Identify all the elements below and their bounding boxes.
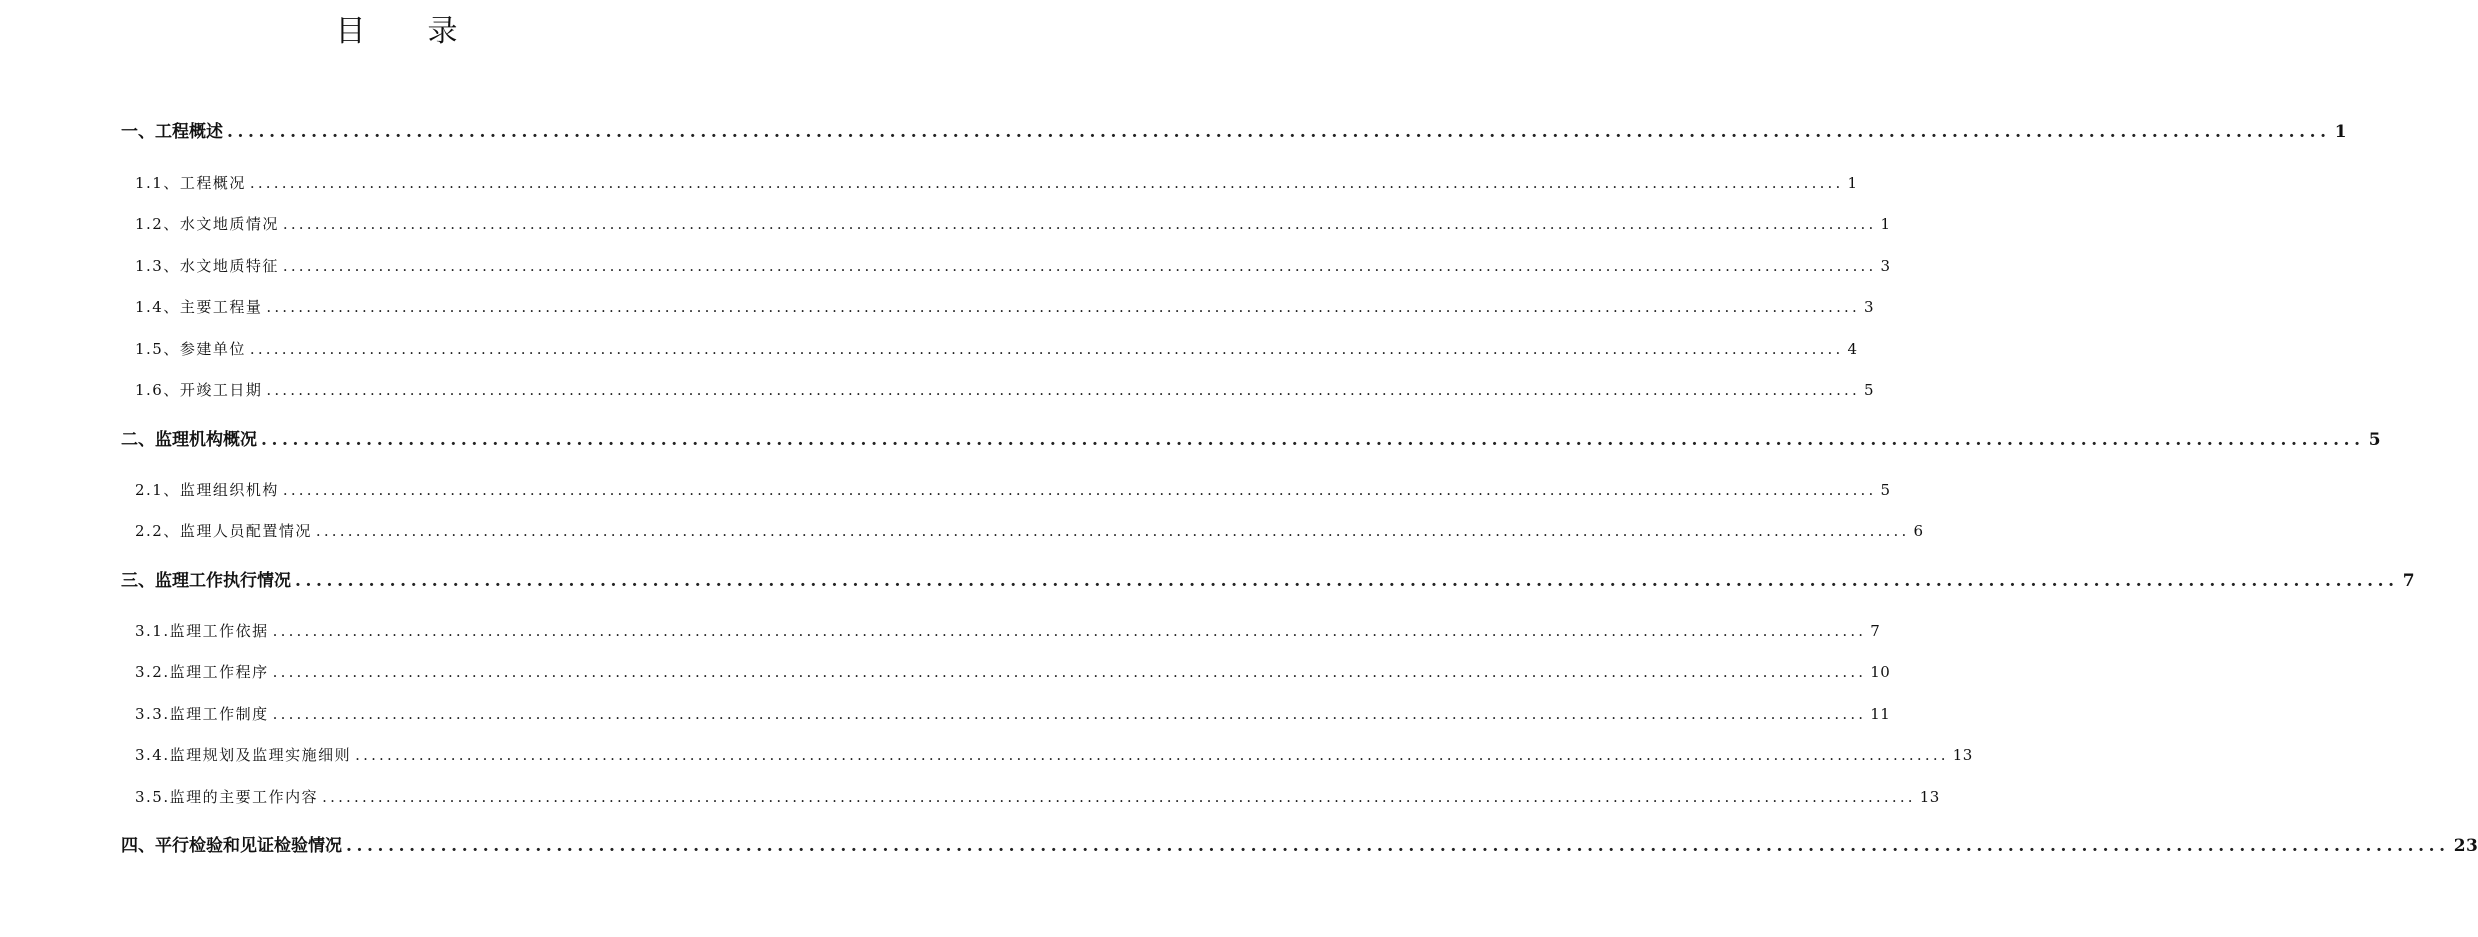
toc-dot-leader: ........................................................................................................................................................................................................ xyxy=(355,746,1949,764)
toc-entry-number: 3.3. xyxy=(135,705,170,723)
toc-page-number: 6 xyxy=(1913,522,1924,540)
toc-page-number: 11 xyxy=(1870,705,1891,723)
toc-entry-label: 监理工作依据 xyxy=(169,622,269,640)
toc-section-entry[interactable] xyxy=(135,519,1924,543)
toc-entry-label: 开竣工日期 xyxy=(179,381,263,399)
toc-entry-label: 监理规划及监理实施细则 xyxy=(169,746,352,764)
toc-entry-label: 工程概述 xyxy=(155,122,223,142)
toc-section-entry[interactable] xyxy=(135,337,1858,361)
toc-chapter-entry[interactable] xyxy=(121,569,2416,593)
toc-page-number: 23 xyxy=(2453,836,2478,856)
toc-chapter-entry[interactable] xyxy=(121,834,2478,858)
toc-section-entry[interactable] xyxy=(135,378,1875,402)
toc-entry-label: 监理工作制度 xyxy=(169,705,269,723)
toc-entry-number: 1.4、 xyxy=(135,298,180,316)
toc-entry-number: 1.2、 xyxy=(135,215,180,233)
toc-dot-leader: ........................................................................................................................................................................................................ xyxy=(227,122,2331,142)
toc-entry-label: 工程概况 xyxy=(179,174,246,192)
toc-entry-label: 参建单位 xyxy=(179,340,246,358)
toc-page-number: 1 xyxy=(2334,122,2348,142)
toc-dot-leader: ........................................................................................................................................................................................................ xyxy=(272,622,1867,640)
toc-entry-label: 监理组织机构 xyxy=(179,481,279,499)
toc-entry-label: 主要工程量 xyxy=(179,298,263,316)
toc-entry-number: 3.4. xyxy=(135,746,170,764)
toc-entry-number: 1.5、 xyxy=(135,340,180,358)
toc-dot-leader: ........................................................................................................................................................................................................ xyxy=(315,522,1910,540)
toc-entry-number: 1.6、 xyxy=(135,381,180,399)
toc-page-number: 1 xyxy=(1847,174,1858,192)
toc-entry-number: 1.1、 xyxy=(135,174,180,192)
toc-dot-leader: ........................................................................................................................................................................................................ xyxy=(249,174,1844,192)
toc-dot-leader: ........................................................................................................................................................................................................ xyxy=(249,340,1844,358)
toc-dot-leader: ........................................................................................................................................................................................................ xyxy=(282,481,1877,499)
toc-dot-leader: ........................................................................................................................................................................................................ xyxy=(282,257,1877,275)
toc-entry-number: 二、 xyxy=(121,430,155,450)
title-char-1: 目 xyxy=(335,14,366,49)
toc-entry-number: 3.5. xyxy=(135,788,170,806)
toc-page-number: 4 xyxy=(1847,340,1858,358)
toc-entry-number: 1.3、 xyxy=(135,257,180,275)
toc-entry-label: 水文地质情况 xyxy=(179,215,279,233)
toc-page-number: 7 xyxy=(2402,571,2416,591)
toc-entry-number: 3.2. xyxy=(135,663,170,681)
toc-section-entry[interactable] xyxy=(135,660,1891,684)
toc-entry-number: 一、 xyxy=(121,122,155,142)
toc-dot-leader: ........................................................................................................................................................................................................ xyxy=(346,836,2450,856)
toc-section-entry[interactable] xyxy=(135,171,1858,195)
toc-section-entry[interactable] xyxy=(135,785,1940,809)
toc-entry-number: 2.2、 xyxy=(135,522,180,540)
toc-page-number: 13 xyxy=(1952,746,1973,764)
toc-entry-label: 监理机构概况 xyxy=(155,430,257,450)
toc-entry-label: 平行检验和见证检验情况 xyxy=(155,836,342,856)
toc-entry-number: 3.1. xyxy=(135,622,170,640)
toc-page-number: 13 xyxy=(1919,788,1940,806)
toc-chapter-entry[interactable] xyxy=(121,120,2348,144)
toc-page-number: 5 xyxy=(2368,430,2382,450)
toc-dot-leader: ........................................................................................................................................................................................................ xyxy=(266,298,1860,316)
toc-entry-label: 监理人员配置情况 xyxy=(179,522,312,540)
toc-section-entry[interactable] xyxy=(135,254,1891,278)
toc-dot-leader: ........................................................................................................................................................................................................ xyxy=(261,430,2365,450)
toc-page-number: 7 xyxy=(1870,622,1881,640)
toc-page-number: 5 xyxy=(1864,381,1875,399)
toc-entry-number: 2.1、 xyxy=(135,481,180,499)
title-char-2: 录 xyxy=(427,14,458,49)
toc-entry-label: 监理工作执行情况 xyxy=(155,571,291,591)
toc-entry-label: 水文地质特征 xyxy=(179,257,279,275)
toc-entry-label: 监理工作程序 xyxy=(169,663,269,681)
toc-entry-number: 四、 xyxy=(121,836,155,856)
toc-page-number: 10 xyxy=(1870,663,1891,681)
toc-section-entry[interactable] xyxy=(135,619,1881,643)
toc-section-entry[interactable] xyxy=(135,702,1891,726)
toc-section-entry[interactable] xyxy=(135,743,1973,767)
toc-section-entry[interactable] xyxy=(135,295,1875,319)
toc-page-number: 1 xyxy=(1880,215,1891,233)
toc-page-number: 5 xyxy=(1880,481,1891,499)
toc-page-number: 3 xyxy=(1880,257,1891,275)
toc-section-entry[interactable] xyxy=(135,478,1891,502)
toc-dot-leader: ........................................................................................................................................................................................................ xyxy=(266,381,1860,399)
toc-dot-leader: ........................................................................................................................................................................................................ xyxy=(272,705,1867,723)
toc-entry-label: 监理的主要工作内容 xyxy=(169,788,319,806)
toc-dot-leader: ........................................................................................................................................................................................................ xyxy=(272,663,1867,681)
toc-dot-leader: ........................................................................................................................................................................................................ xyxy=(322,788,1916,806)
toc-entry-number: 三、 xyxy=(121,571,155,591)
toc-section-entry[interactable] xyxy=(135,212,1891,236)
toc-page-number: 3 xyxy=(1864,298,1875,316)
toc-dot-leader: ........................................................................................................................................................................................................ xyxy=(295,571,2399,591)
toc-chapter-entry[interactable] xyxy=(121,428,2382,452)
toc-dot-leader: ........................................................................................................................................................................................................ xyxy=(282,215,1877,233)
